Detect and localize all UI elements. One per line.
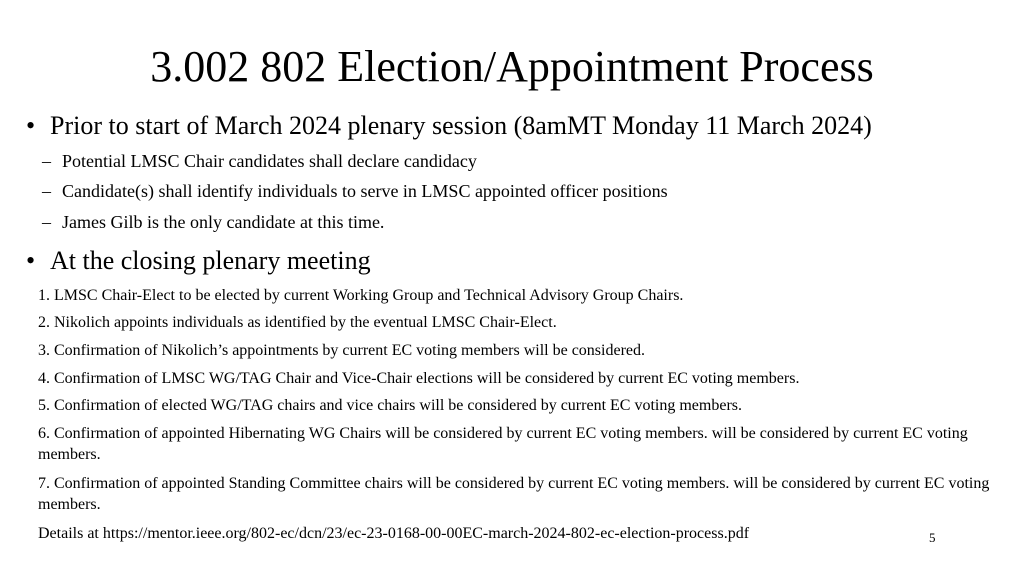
sub-item-text: Potential LMSC Chair candidates shall declare candidacy: [62, 151, 477, 171]
sub-item-declare-candidacy: [42, 150, 477, 172]
dash-symbol: –: [42, 151, 51, 171]
sub-item-text: James Gilb is the only candidate at this time.: [62, 212, 385, 232]
numbered-item-2: 2. Nikolich appoints individuals as identified by the eventual LMSC Chair-Elect.: [38, 314, 557, 331]
numbered-item-4: 4. Confirmation of LMSC WG/TAG Chair and Vice-Chair elections will be considered by current EC voting members.: [38, 370, 800, 387]
details-link-text: Details at https://mentor.ieee.org/802-ec/dcn/23/ec-23-0168-00-00EC-march-2024-802-ec-election-process.pdf: [38, 525, 750, 542]
sub-item-only-candidate: [42, 211, 384, 233]
sub-item-text: Candidate(s) shall identify individuals to serve in LMSC appointed officer positions: [62, 181, 668, 201]
bullet-text: At the closing plenary meeting: [50, 246, 371, 275]
numbered-item-5: 5. Confirmation of elected WG/TAG chairs and vice chairs will be considered by current EC voting members.: [38, 397, 742, 414]
bullet-symbol: •: [26, 246, 36, 275]
slide-title: 3.002 802 Election/Appointment Process: [150, 42, 874, 91]
bullet-symbol: •: [26, 111, 36, 140]
numbered-item-7: 7. Confirmation of appointed Standing Committee chairs will be considered by current EC voting members. will be considered by current EC voting members.: [38, 475, 990, 513]
numbered-item-1: 1. LMSC Chair-Elect to be elected by current Working Group and Technical Advisory Group Chairs.: [38, 287, 684, 304]
bullet-text: Prior to start of March 2024 plenary session (8amMT Monday 11 March 2024): [50, 111, 872, 140]
bullet-item-prior-to-start: [26, 111, 872, 141]
dash-symbol: –: [42, 181, 51, 201]
numbered-item-6: 6. Confirmation of appointed Hibernating WG Chairs will be considered by current EC voting members. will be considered by current EC voting members.: [38, 425, 968, 463]
bullet-item-closing-plenary: [26, 246, 371, 276]
page-number: 5: [929, 530, 936, 545]
sub-item-identify-individuals: [42, 180, 668, 202]
dash-symbol: –: [42, 212, 51, 232]
numbered-item-3: 3. Confirmation of Nikolich’s appointments by current EC voting members will be considered.: [38, 342, 645, 359]
